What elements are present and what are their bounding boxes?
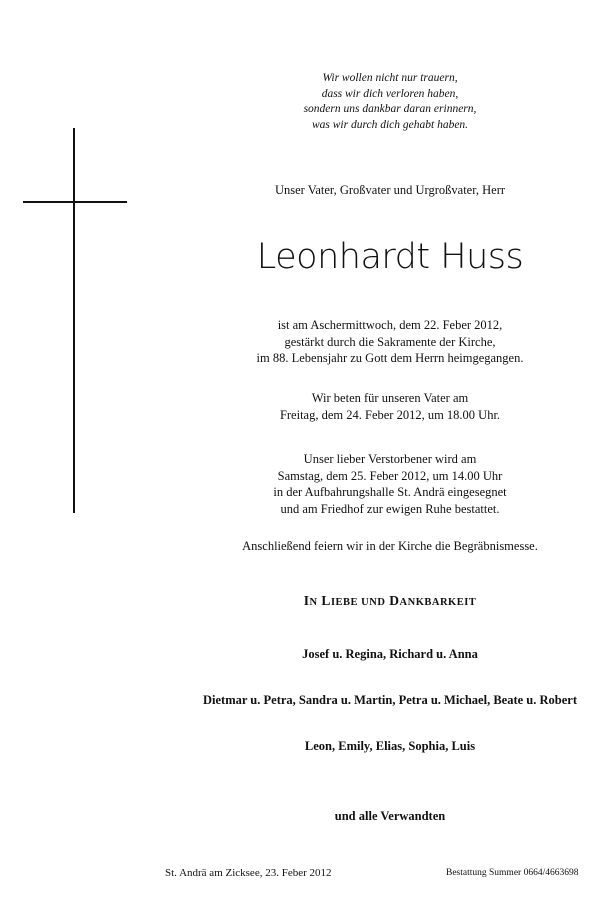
announcement-paragraph (170, 317, 610, 367)
prayer-paragraph (170, 390, 610, 423)
funeral-paragraph (170, 451, 610, 517)
motto-line: was wir durch dich gehabt haben. (311, 118, 469, 131)
family-relatives: und alle Verwandten (334, 809, 446, 823)
intro-text: Unser Vater, Großvater und Urgroßvater, Herr (274, 183, 506, 197)
dank-smallcaps: N (309, 597, 318, 608)
funeral-line: Samstag, dem 25. Feber 2012, um 14.00 Uhr (277, 468, 503, 483)
family-grandchildren: Dietmar u. Petra, Sandra u. Martin, Petra u. Michael, Beate u. Robert (202, 693, 577, 707)
prayer-line: Wir beten für unseren Vater am (311, 391, 469, 405)
mass-paragraph: Anschließend feiern wir in der Kirche die Begräbnismesse. (242, 539, 538, 553)
motto-line: Wir wollen nicht nur trauern, (322, 72, 458, 84)
cross-vertical-bar (73, 128, 75, 513)
announcement-line: ist am Aschermittwoch, dem 22. Feber 2012, (277, 318, 503, 332)
dank-smallcaps: IEBE UND (330, 597, 386, 608)
footer-undertaker: Bestattung Summer 0664/4663698 (446, 868, 579, 878)
funeral-line: und am Friedhof zur ewigen Ruhe bestattet. (280, 501, 500, 516)
dank-initial: I (303, 593, 310, 608)
dank-initial: D (389, 593, 400, 608)
dank-smallcaps: ANKBARKEIT (399, 597, 477, 608)
funeral-line: Unser lieber Verstorbener wird am (303, 452, 477, 466)
motto-line: dass wir dich verloren haben, (321, 87, 459, 100)
funeral-line: in der Aufbahrungshalle St. Andrä eingesegnet (273, 485, 507, 499)
announcement-line: gestärkt durch die Sakramente der Kirche, (284, 334, 496, 349)
prayer-line: Freitag, dem 24. Feber 2012, um 18.00 Uhr. (279, 407, 501, 422)
dank-initial: L (321, 593, 331, 608)
motto-verse (170, 71, 610, 133)
family-children: Josef u. Regina, Richard u. Anna (302, 647, 478, 661)
motto-line: sondern uns dankbar daran erinnern, (303, 103, 477, 115)
dankbarkeit-heading (170, 592, 610, 612)
announcement-line: im 88. Lebensjahr zu Gott dem Herrn heimgegangen. (256, 351, 524, 365)
family-great-grandchildren: Leon, Emily, Elias, Sophia, Luis (304, 739, 476, 753)
cross-horizontal-bar (23, 201, 127, 203)
deceased-name: Leonhardt Huss (256, 237, 524, 277)
footer-place-date: St. Andrä am Zicksee, 23. Feber 2012 (165, 867, 332, 879)
